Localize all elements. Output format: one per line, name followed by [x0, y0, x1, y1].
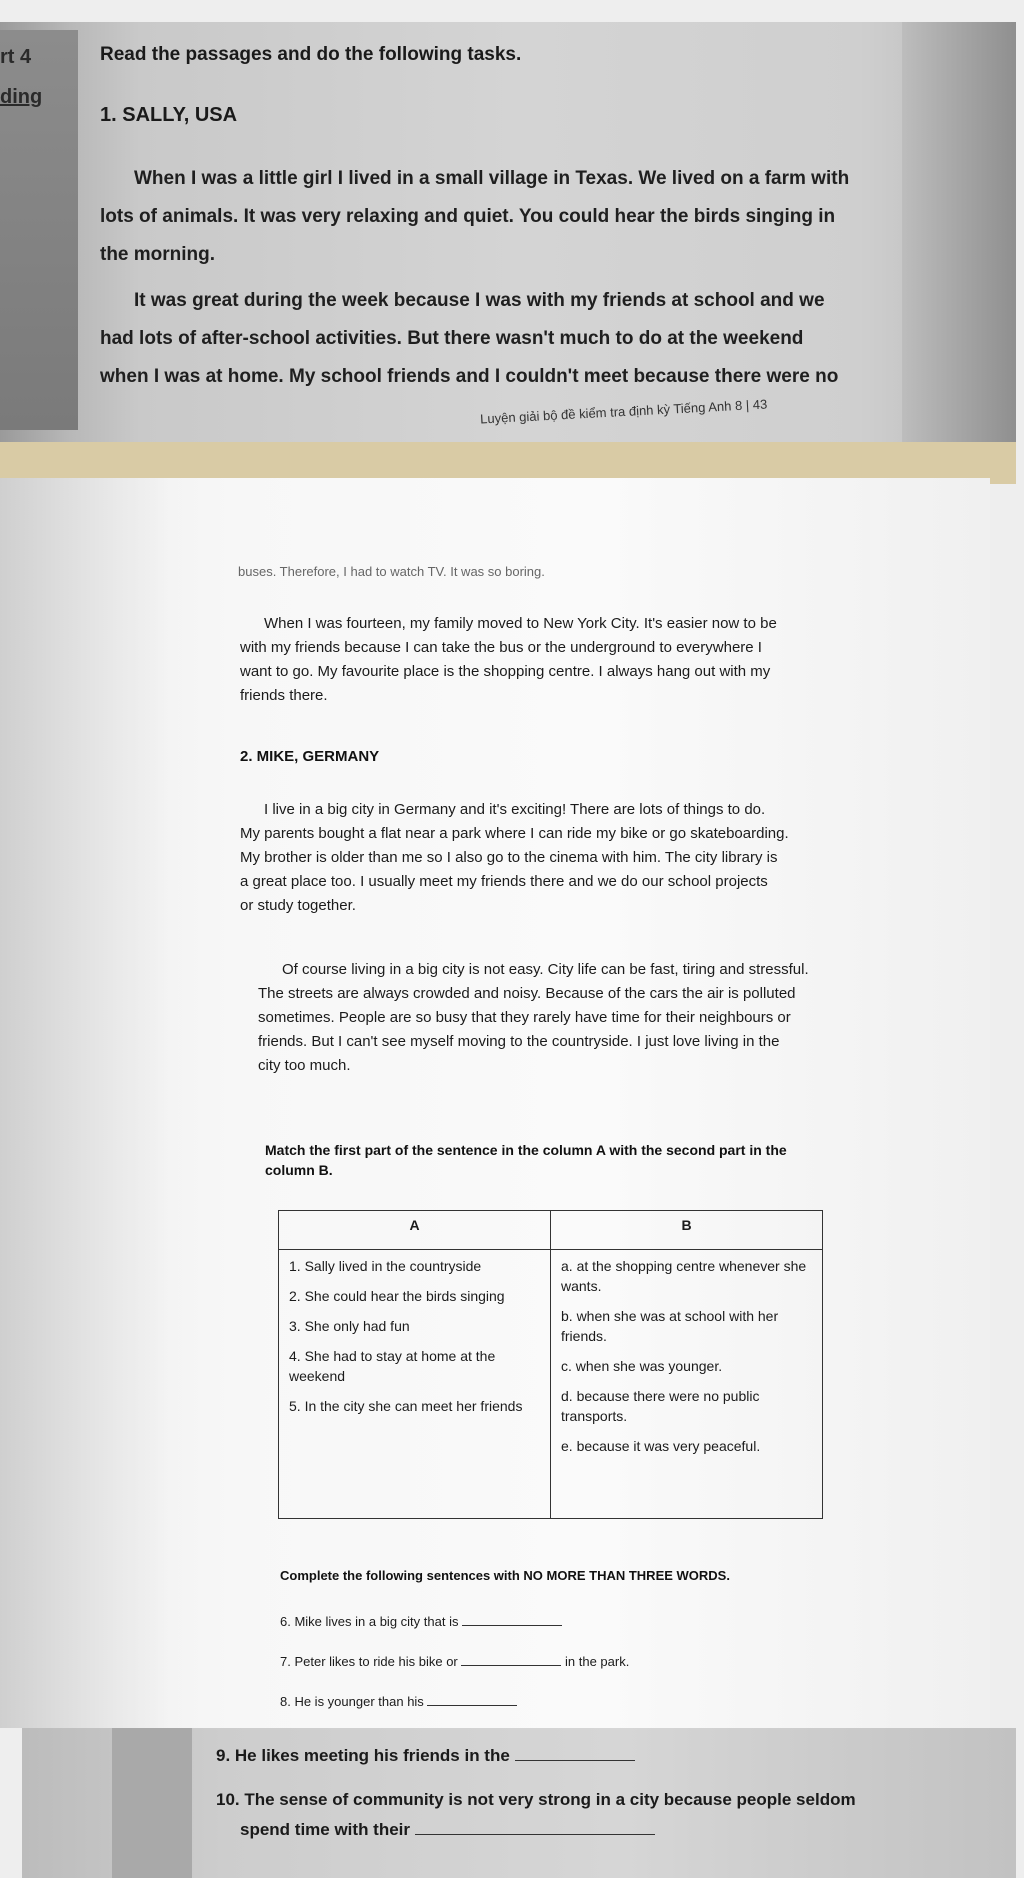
paragraph-line: It was great during the week because I was with my friends at school and we [134, 290, 825, 311]
bottom-page-left-shadow [112, 1728, 192, 1878]
paragraph-line: or study together. [240, 897, 356, 914]
column-a-item: 2. She could hear the birds singing [289, 1288, 505, 1304]
column-b-item: b. when she was at school with her friends. [561, 1308, 779, 1344]
paragraph-line: My brother is older than me so I also go to the cinema with him. The city library is [240, 849, 778, 866]
table-row [279, 1250, 823, 1519]
paragraph-sally-2 [100, 282, 900, 396]
paragraph-line: Of course living in a big city is not easy. City life can be fast, tiring and stressful. [282, 961, 809, 978]
paragraph-line: When I was fourteen, my family moved to New York City. It's easier now to be [264, 615, 777, 632]
question-text: spend time with their [240, 1820, 411, 1839]
paragraph-line: want to go. My favourite place is the shopping centre. I always hang out with my [240, 663, 771, 680]
question-text: 10. The sense of community is not very strong in a city because people seldom [216, 1790, 856, 1809]
answer-blank[interactable] [415, 1820, 655, 1835]
matching-table [278, 1210, 823, 1519]
cut-off-line: buses. Therefore, I had to watch TV. It was so boring. [238, 564, 545, 579]
paragraph-line: city too much. [258, 1057, 351, 1074]
column-a-cell [279, 1250, 551, 1519]
paragraph-line: friends there. [240, 687, 328, 704]
book-footer: Luyện giải bộ đề kiểm tra định kỳ Tiếng Anh 8 | 43 [479, 396, 768, 427]
paragraph-line: lots of animals. It was very relaxing and quiet. You could hear the birds singing in [100, 206, 836, 227]
answer-blank[interactable] [462, 1611, 562, 1626]
instruction-heading: Read the passages and do the following tasks. [100, 44, 522, 65]
paragraph-line: The streets are always crowded and noisy. Because of the cars the air is polluted [258, 985, 796, 1002]
paragraph-mike-2 [258, 958, 858, 1078]
column-a-item: 1. Sally lived in the countryside [289, 1258, 482, 1274]
side-label-reading: ding [0, 86, 43, 108]
paragraph-sally-1 [100, 160, 900, 274]
middle-page-left-shadow [0, 478, 170, 1728]
question-10-line-2 [216, 1820, 996, 1840]
paragraph-mike-1 [240, 798, 850, 918]
answer-blank[interactable] [461, 1651, 561, 1666]
question-text: 7. Peter likes to ride his bike or [280, 1654, 458, 1669]
paragraph-line: When I was a little girl I lived in a small village in Texas. We lived on a farm with [134, 168, 850, 189]
instruction-line: Match the first part of the sentence in the column A with the second part in the [265, 1142, 787, 1158]
question-7 [280, 1650, 629, 1674]
question-text-end: in the park. [565, 1654, 630, 1669]
paragraph-line: had lots of after-school activities. But there wasn't much to do at the weekend [100, 328, 804, 349]
paragraph-line: friends. But I can't see myself moving to the countryside. I just love living in the [258, 1033, 780, 1050]
question-8 [280, 1690, 517, 1714]
column-a-header: A [279, 1211, 551, 1250]
paragraph-line: when I was at home. My school friends and I couldn't meet because there were no [100, 366, 839, 387]
column-b-item: a. at the shopping centre whenever she wants. [561, 1258, 807, 1294]
match-instruction [265, 1140, 855, 1180]
column-b-item: e. because it was very peaceful. [561, 1438, 761, 1454]
question-6 [280, 1610, 562, 1634]
column-b-header: B [551, 1211, 823, 1250]
column-b-item: c. when she was younger. [561, 1358, 723, 1374]
question-text: 9. He likes meeting his friends in the [216, 1746, 510, 1765]
column-a-item: 4. She had to stay at home at the weekend [289, 1348, 496, 1384]
column-a-item: 3. She only had fun [289, 1318, 410, 1334]
question-text: 6. Mike lives in a big city that is [280, 1614, 459, 1629]
answer-blank[interactable] [427, 1691, 517, 1706]
question-9 [216, 1746, 635, 1766]
table-header-row [279, 1211, 823, 1250]
section2-title: 2. MIKE, GERMANY [240, 748, 380, 765]
column-a-item: 5. In the city she can meet her friends [289, 1398, 523, 1414]
answer-blank[interactable] [515, 1746, 635, 1761]
paragraph-line: I live in a big city in Germany and it's exciting! There are lots of things to do. [264, 801, 766, 818]
paragraph-line: My parents bought a flat near a park where I can ride my bike or go skateboarding. [240, 825, 789, 842]
question-text: 8. He is younger than his [280, 1694, 424, 1709]
column-b-item: d. because there were no public transports. [561, 1388, 760, 1424]
side-label-part: rt 4 [0, 46, 32, 68]
paragraph-line: a great place too. I usually meet my friends there and we do our school projects [240, 873, 768, 890]
paragraph-sally-3 [240, 612, 850, 708]
question-10 [216, 1790, 996, 1840]
paragraph-line: with my friends because I can take the bus or the underground to everywhere I [240, 639, 762, 656]
paragraph-line: the morning. [100, 244, 216, 265]
complete-instruction: Complete the following sentences with NO MORE THAN THREE WORDS. [280, 1568, 730, 1583]
instruction-line: column B. [265, 1162, 333, 1178]
column-b-cell [551, 1250, 823, 1519]
section1-title: 1. SALLY, USA [100, 104, 238, 126]
top-page-right-shadow [902, 22, 1016, 442]
paragraph-line: sometimes. People are so busy that they rarely have time for their neighbours or [258, 1009, 791, 1026]
